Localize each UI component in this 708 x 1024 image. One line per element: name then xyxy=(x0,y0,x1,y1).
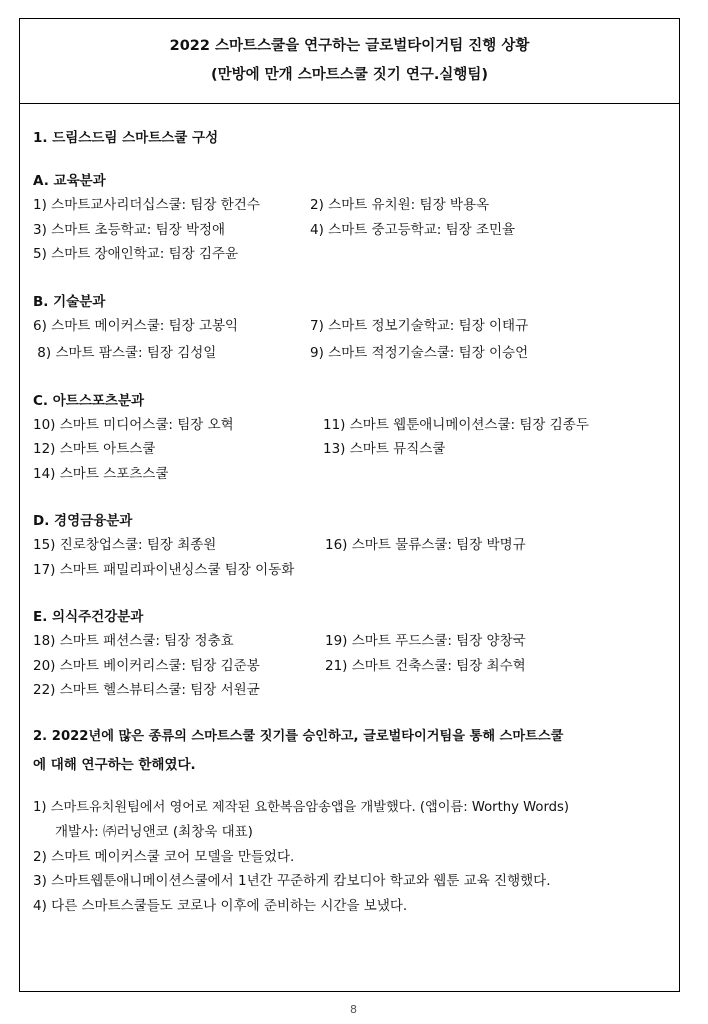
category-technology xyxy=(33,290,664,366)
team-row xyxy=(33,678,664,703)
team-entry: 8) 스마트 팜스쿨: 팀장 김성일 xyxy=(33,345,217,361)
team-entry: 14) 스마트 스포츠스쿨 xyxy=(33,465,169,482)
team-row xyxy=(33,218,664,243)
list-item: 3) 스마트웹툰애니메이션스쿨에서 1년간 꾸준하게 캄보디아 학교와 웹툰 교육 진행했다. xyxy=(33,873,551,889)
team-entry: 18) 스마트 패션스쿨: 팀장 정충효 xyxy=(33,633,234,649)
list-item xyxy=(33,795,664,845)
title-line-2: (만방에 만개 스마트스쿨 짓기 연구.실행팀) xyxy=(210,67,489,83)
list-item: 4) 다른 스마트스쿨들도 코로나 이후에 준비하는 시간을 보냈다. xyxy=(33,897,408,914)
team-row xyxy=(33,533,664,558)
progress-list xyxy=(33,795,664,919)
category-education xyxy=(33,169,664,267)
team-entry: 15) 진로창업스쿨: 팀장 최종원 xyxy=(33,537,217,553)
team-entry: 2) 스마트 유치원: 팀장 박용옥 xyxy=(310,197,490,213)
team-entry: 10) 스마트 미디어스쿨: 팀장 오혁 xyxy=(33,416,234,433)
team-row xyxy=(33,462,664,487)
team-entry: 4) 스마트 중고등학교: 팀장 조민율 xyxy=(310,221,516,238)
team-entry: 20) 스마트 베이커리스쿨: 팀장 김준봉 xyxy=(33,657,260,674)
section-2-title-line-2: 에 대해 연구하는 한해였다. xyxy=(33,756,196,773)
category-title: B. 기술분과 xyxy=(33,293,106,310)
team-entry: 13) 스마트 뮤직스쿨 xyxy=(323,441,446,457)
team-entry: 11) 스마트 웹툰애니메이션스쿨: 팀장 김종두 xyxy=(323,416,589,433)
category-title: A. 교육분과 xyxy=(33,173,106,189)
team-row xyxy=(33,242,664,267)
team-entry: 12) 스마트 아트스쿨 xyxy=(33,441,156,457)
team-entry: 22) 스마트 헬스뷰티스쿨: 팀장 서원균 xyxy=(33,682,260,698)
team-row xyxy=(33,193,664,218)
category-living-health xyxy=(33,605,664,703)
team-row xyxy=(33,629,664,654)
team-entry: 21) 스마트 건축스쿨: 팀장 최수혁 xyxy=(325,657,526,674)
team-row xyxy=(33,654,664,679)
document-body xyxy=(20,126,679,918)
page-number: 8 xyxy=(350,1003,357,1016)
team-entry: 3) 스마트 초등학교: 팀장 박정애 xyxy=(33,221,226,238)
team-row xyxy=(33,437,664,462)
section-2-title xyxy=(33,723,664,779)
category-title: E. 의식주건강분과 xyxy=(33,609,144,625)
team-row xyxy=(33,341,664,366)
team-row xyxy=(33,558,664,583)
list-item-subtext: 개발사: ㈜러닝앤코 (최창욱 대표) xyxy=(55,824,253,840)
title-line-1: 2022 스마트스쿨을 연구하는 글로벌타이거팀 진행 상황 xyxy=(169,38,530,54)
document-header xyxy=(20,19,679,104)
team-row xyxy=(33,314,664,339)
team-entry: 19) 스마트 푸드스쿨: 팀장 양창국 xyxy=(325,633,526,649)
document-frame xyxy=(19,18,680,992)
section-2-title-line-1: 2. 2022년에 많은 종류의 스마트스쿨 짓기를 승인하고, 글로벌타이거팀을 통해 스마트스쿨 xyxy=(33,728,564,744)
category-business-finance xyxy=(33,509,664,582)
list-item: 2) 스마트 메이커스쿨 코어 모델을 만들었다. xyxy=(33,848,295,865)
list-item-text: 1) 스마트유치원팀에서 영어로 제작된 요한복음암송앱을 개발했다. (앱이름: Worthy Words) xyxy=(33,799,570,815)
team-entry: 5) 스마트 장애인학교: 팀장 김주윤 xyxy=(33,246,239,262)
team-entry: 1) 스마트교사리더십스쿨: 팀장 한건수 xyxy=(33,197,260,213)
team-row xyxy=(33,413,664,438)
category-art-sports xyxy=(33,389,664,487)
team-entry: 17) 스마트 패밀리파이낸싱스쿨 팀장 이동화 xyxy=(33,561,295,578)
team-entry: 6) 스마트 메이커스쿨: 팀장 고봉익 xyxy=(33,317,239,334)
team-entry: 9) 스마트 적정기술스쿨: 팀장 이승언 xyxy=(310,345,529,361)
category-title: C. 아트스포츠분과 xyxy=(33,392,145,409)
section-1-title: 1. 드림스드림 스마트스쿨 구성 xyxy=(33,130,219,146)
category-title: D. 경영금융분과 xyxy=(33,513,133,529)
team-entry: 7) 스마트 정보기술학교: 팀장 이태규 xyxy=(310,317,529,334)
team-entry: 16) 스마트 물류스쿨: 팀장 박명규 xyxy=(325,537,526,553)
